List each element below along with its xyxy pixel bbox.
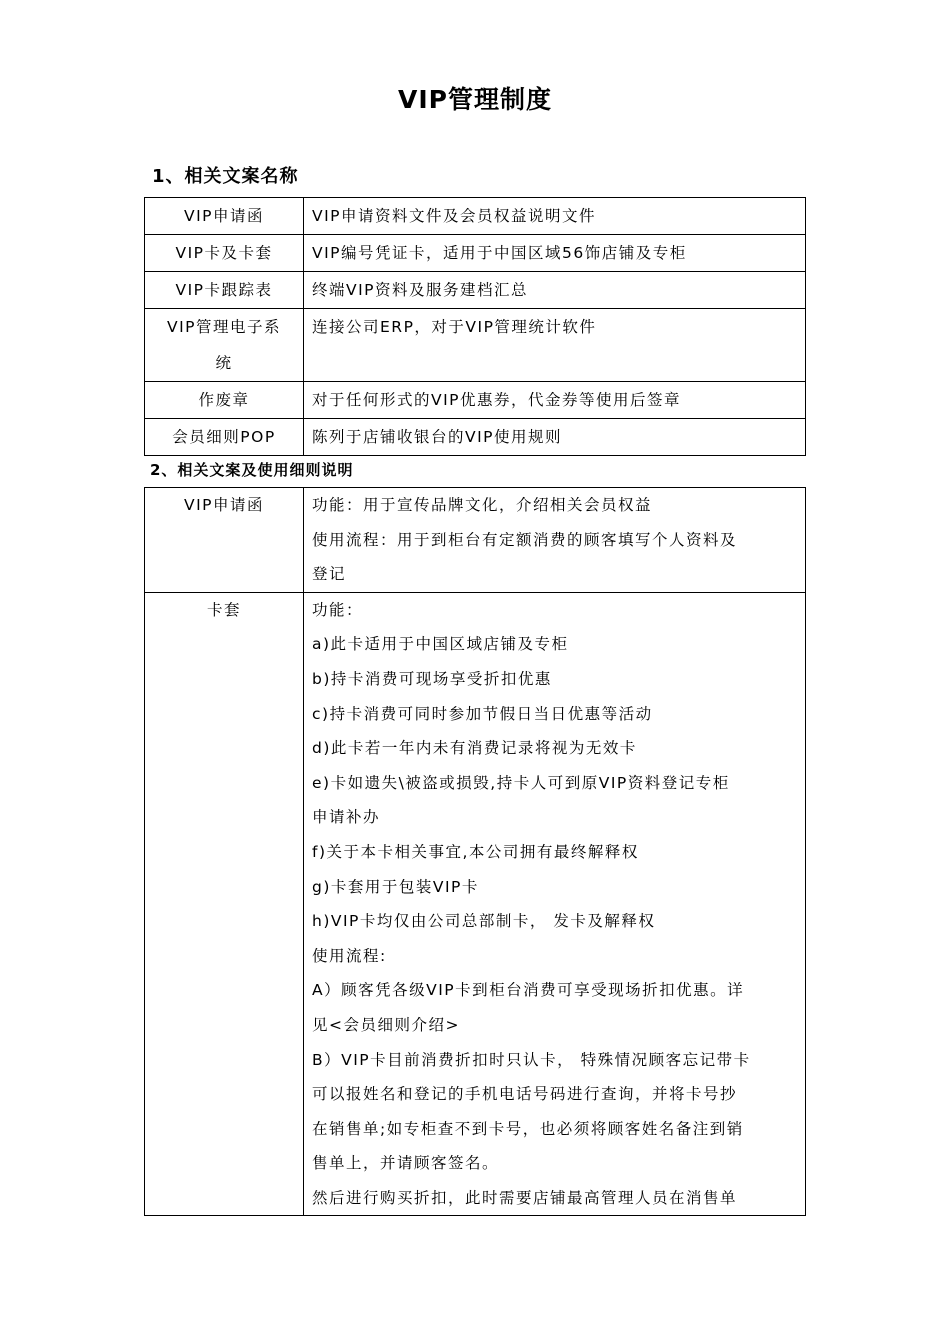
table-row xyxy=(145,592,806,1216)
table-row xyxy=(145,488,806,593)
document-name: 作废章 xyxy=(145,382,304,419)
document-description: 终端VIP资料及服务建档汇总 xyxy=(304,272,806,309)
text-line: 申请补办 xyxy=(312,808,381,827)
document-name: VIP申请函 xyxy=(145,198,304,235)
document-name: VIP卡跟踪表 xyxy=(145,272,304,309)
text-line: e)卡如遗失\被盗或损毁,持卡人可到原VIP资料登记专柜 xyxy=(312,773,730,792)
page-title: VIP管理制度 xyxy=(398,85,552,114)
text-line: g)卡套用于包装VIP卡 xyxy=(312,877,479,896)
text-line: c)持卡消费可同时参加节假日当日优惠等活动 xyxy=(312,704,653,723)
document-name: 会员细则POP xyxy=(145,419,304,456)
document-name: 卡套 xyxy=(145,592,304,1216)
document-description: VIP编号凭证卡，适用于中国区域56饰店铺及专柜 xyxy=(304,235,806,272)
table-row xyxy=(145,309,806,382)
usage-description xyxy=(304,592,806,1216)
text-line: 售单上，并请顾客签名。 xyxy=(312,1154,500,1173)
usage-details-table xyxy=(144,487,806,1216)
table-row xyxy=(145,235,806,272)
documents-table xyxy=(144,197,806,456)
text-line: 功能： xyxy=(312,600,364,619)
text-line: B）VIP卡目前消费折扣时只认卡， 特殊情况顾客忘记带卡 xyxy=(312,1050,751,1069)
text-line: 登记 xyxy=(312,565,347,584)
usage-description xyxy=(304,488,806,593)
table-row xyxy=(145,198,806,235)
table-row xyxy=(145,382,806,419)
text-line: 在销售单;如专柜查不到卡号，也必须将顾客姓名备注到销 xyxy=(312,1119,744,1138)
document-name-line: VIP管理电子系 xyxy=(166,318,282,336)
text-line: 使用流程: xyxy=(312,946,387,965)
section1-heading: 1、相关文案名称 xyxy=(152,166,299,187)
text-line: 可以报姓名和登记的手机电话号码进行查询，并将卡号抄 xyxy=(312,1085,738,1104)
text-line: h)VIP卡均仅由公司总部制卡， 发卡及解释权 xyxy=(312,912,656,931)
text-line: A）顾客凭各级VIP卡到柜台消费可享受现场折扣优惠。详 xyxy=(312,981,745,1000)
text-line: f)关于本卡相关事宜,本公司拥有最终解释权 xyxy=(312,842,639,861)
text-line: d)此卡若一年内未有消费记录将视为无效卡 xyxy=(312,739,637,758)
document-description: 连接公司ERP，对于VIP管理统计软件 xyxy=(304,309,806,382)
text-line: b)持卡消费可现场享受折扣优惠 xyxy=(312,669,552,688)
text-line: 然后进行购买折扣，此时需要店铺最高管理人员在消售单 xyxy=(312,1188,738,1207)
document-name: VIP卡及卡套 xyxy=(145,235,304,272)
table-row xyxy=(145,272,806,309)
document-name xyxy=(145,309,304,382)
text-line: 见<会员细则介绍> xyxy=(312,1015,460,1034)
document-name-line: 统 xyxy=(215,354,233,372)
text-line: 功能：用于宣传品牌文化，介绍相关会员权益 xyxy=(312,496,653,514)
document-description: VIP申请资料文件及会员权益说明文件 xyxy=(304,198,806,235)
text-line: 使用流程：用于到柜台有定额消费的顾客填写个人资料及 xyxy=(312,530,738,549)
text-line: a)此卡适用于中国区域店铺及专柜 xyxy=(312,635,569,654)
section2-heading: 2、相关文案及使用细则说明 xyxy=(150,461,354,479)
document-name: VIP申请函 xyxy=(145,488,304,593)
table-row xyxy=(145,419,806,456)
document-description: 陈列于店铺收银台的VIP使用规则 xyxy=(304,419,806,456)
document-description: 对于任何形式的VIP优惠券，代金券等使用后签章 xyxy=(304,382,806,419)
